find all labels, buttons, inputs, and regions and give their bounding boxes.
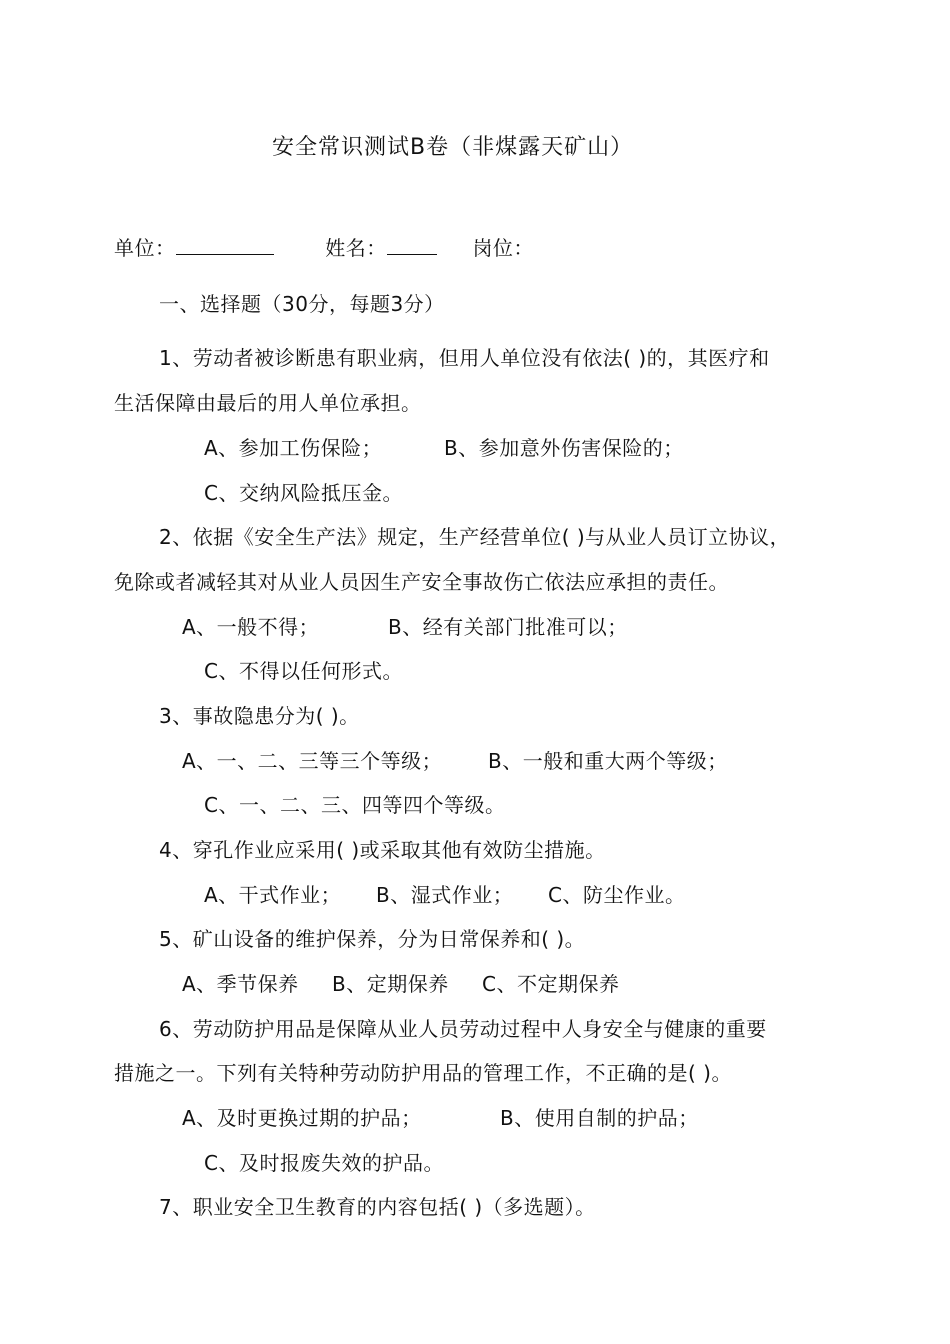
question-5-option-b[interactable]: B、定期保养 [332,972,449,996]
question-1-line-2: 生活保障由最后的用人单位承担。 [114,391,422,415]
unit-label: 单位： [114,236,176,260]
question-3-option-c[interactable]: C、一、二、三、四等四个等级。 [204,793,506,817]
question-3-option-b[interactable]: B、一般和重大两个等级； [488,749,728,773]
question-2-option-a[interactable]: A、一般不得； [182,615,320,639]
question-4-line-1: 4、穿孔作业应采用( )或采取其他有效防尘措施。 [159,838,606,862]
question-1-option-a[interactable]: A、参加工伤保险； [204,436,383,460]
name-blank[interactable] [387,234,437,255]
question-6-option-c[interactable]: C、及时报废失效的护品。 [204,1151,444,1175]
question-7-line-1: 7、职业安全卫生教育的内容包括( )（多选题）。 [159,1195,596,1219]
question-6-line-2: 措施之一。下列有关特种劳动防护用品的管理工作，不正确的是( )。 [114,1061,732,1085]
section-heading: 一、选择题（30分，每题3分） [159,292,445,316]
question-3-line-1: 3、事故隐患分为( )。 [159,704,360,728]
question-1-line-1: 1、劳动者被诊断患有职业病，但用人单位没有依法( )的，其医疗和 [159,346,770,370]
question-2-option-b[interactable]: B、经有关部门批准可以； [388,615,628,639]
question-2-line-2: 免除或者减轻其对从业人员因生产安全事故伤亡依法应承担的责任。 [114,570,729,594]
question-4-option-b[interactable]: B、湿式作业； [376,883,514,907]
question-1-option-c[interactable]: C、交纳风险抵压金。 [204,481,403,505]
page-title: 安全常识测试B卷（非煤露天矿山） [272,135,634,160]
question-5-line-1: 5、矿山设备的维护保养，分为日常保养和( )。 [159,927,586,951]
post-label: 岗位： [472,236,534,260]
question-1-option-b[interactable]: B、参加意外伤害保险的； [444,436,684,460]
question-4-option-c[interactable]: C、防尘作业。 [548,883,686,907]
question-5-option-c[interactable]: C、不定期保养 [482,972,620,996]
question-3-option-a[interactable]: A、一、二、三等三个等级； [182,749,443,773]
question-6-line-1: 6、劳动防护用品是保障从业人员劳动过程中人身安全与健康的重要 [159,1017,767,1041]
question-6-option-b[interactable]: B、使用自制的护品； [500,1106,699,1130]
question-4-option-a[interactable]: A、干式作业； [204,883,342,907]
question-2-option-c[interactable]: C、不得以任何形式。 [204,659,403,683]
name-label: 姓名： [325,236,387,260]
unit-blank[interactable] [176,234,274,255]
question-2-line-1: 2、依据《安全生产法》规定，生产经营单位( )与从业人员订立协议， [159,525,791,549]
question-5-option-a[interactable]: A、季节保养 [182,972,299,996]
info-row [114,234,534,262]
question-6-option-a[interactable]: A、及时更换过期的护品； [182,1106,422,1130]
